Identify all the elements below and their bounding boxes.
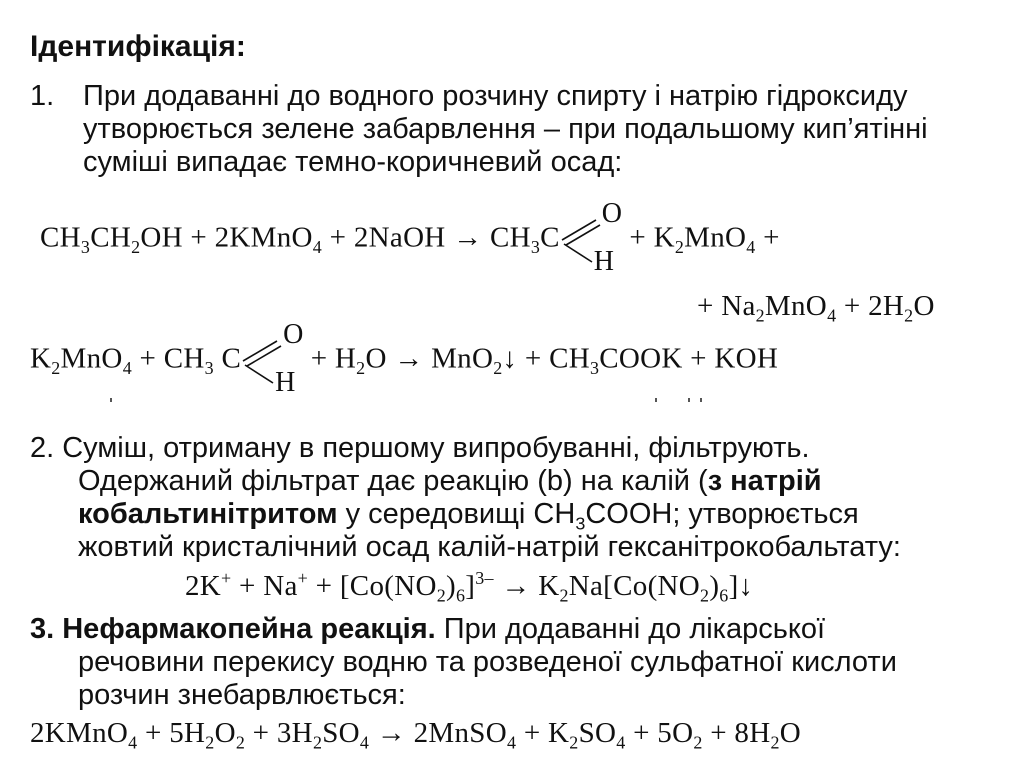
- equation-1: $CH_3CH_2OH$ + 2KMnO$_4$ + 2NaOH → $CH_3C$ O H + $K_2MnO_4$ +: [40, 198, 780, 277]
- equation-3: $2K^+ + Na^+ + [Co(NO_2)_6]^{3-}$ → $K_2Na[Co(NO_2)_6]↓$: [185, 568, 754, 606]
- item1-line1: При додаванні до водного розчину спирту і натрію гідроксиду: [83, 80, 908, 112]
- scan-artifact: [0, 398, 1024, 408]
- item2-line3: кобальтинітритом у середовищі $CH_3COOH$; утворюється: [78, 498, 859, 534]
- heading: Ідентифікація:: [30, 30, 246, 63]
- item1-line3: суміші випадає темно-коричневий осад:: [83, 146, 623, 178]
- item3-line2: речовини перекису водню та розведеної сульфатної кислоти: [78, 646, 897, 678]
- item1-number: 1.: [30, 80, 55, 112]
- aldehyde-group-1: [560, 198, 623, 277]
- item2-line2: Одержаний фільтрат дає реакцію (b) на калій (з натрій: [78, 465, 822, 497]
- item1-line2: утворюється зелене забарвлення – при подальшому кип’ятінні: [83, 113, 928, 145]
- item2-line1: 2. Суміш, отриману в першому випробуванні, фільтрують.: [30, 432, 810, 464]
- equation-1-continuation: + $Na_2MnO_4 + 2H_2O$: [697, 290, 935, 326]
- oxygen-label: O: [283, 319, 304, 350]
- item2-line4: жовтий кристалічний осад калій-натрій гексанітрокобальтату:: [78, 531, 901, 563]
- hydrogen-label: H: [593, 246, 615, 277]
- aldehyde-group-2: [241, 319, 304, 398]
- item3-line1: 3. Нефармакопейна реакція. При додаванні до лікарської: [30, 613, 826, 645]
- hydrogen-label: H: [275, 367, 296, 398]
- oxygen-label: O: [601, 198, 623, 229]
- equation-2: $K_2MnO_4 + CH_3$ C O H + $H_2O$ → MnO$_2$↓ + $CH_3COOK$ + KOH: [30, 319, 779, 398]
- equation-4: 2KMnO$_4$ + $5H_2O_2 + 3H_2SO_4$ → 2MnSO$_4$ + $K_2SO_4 + 5O_2 + 8H_2O$: [30, 717, 801, 753]
- item3-line3: розчин знебарвлюється:: [78, 679, 406, 711]
